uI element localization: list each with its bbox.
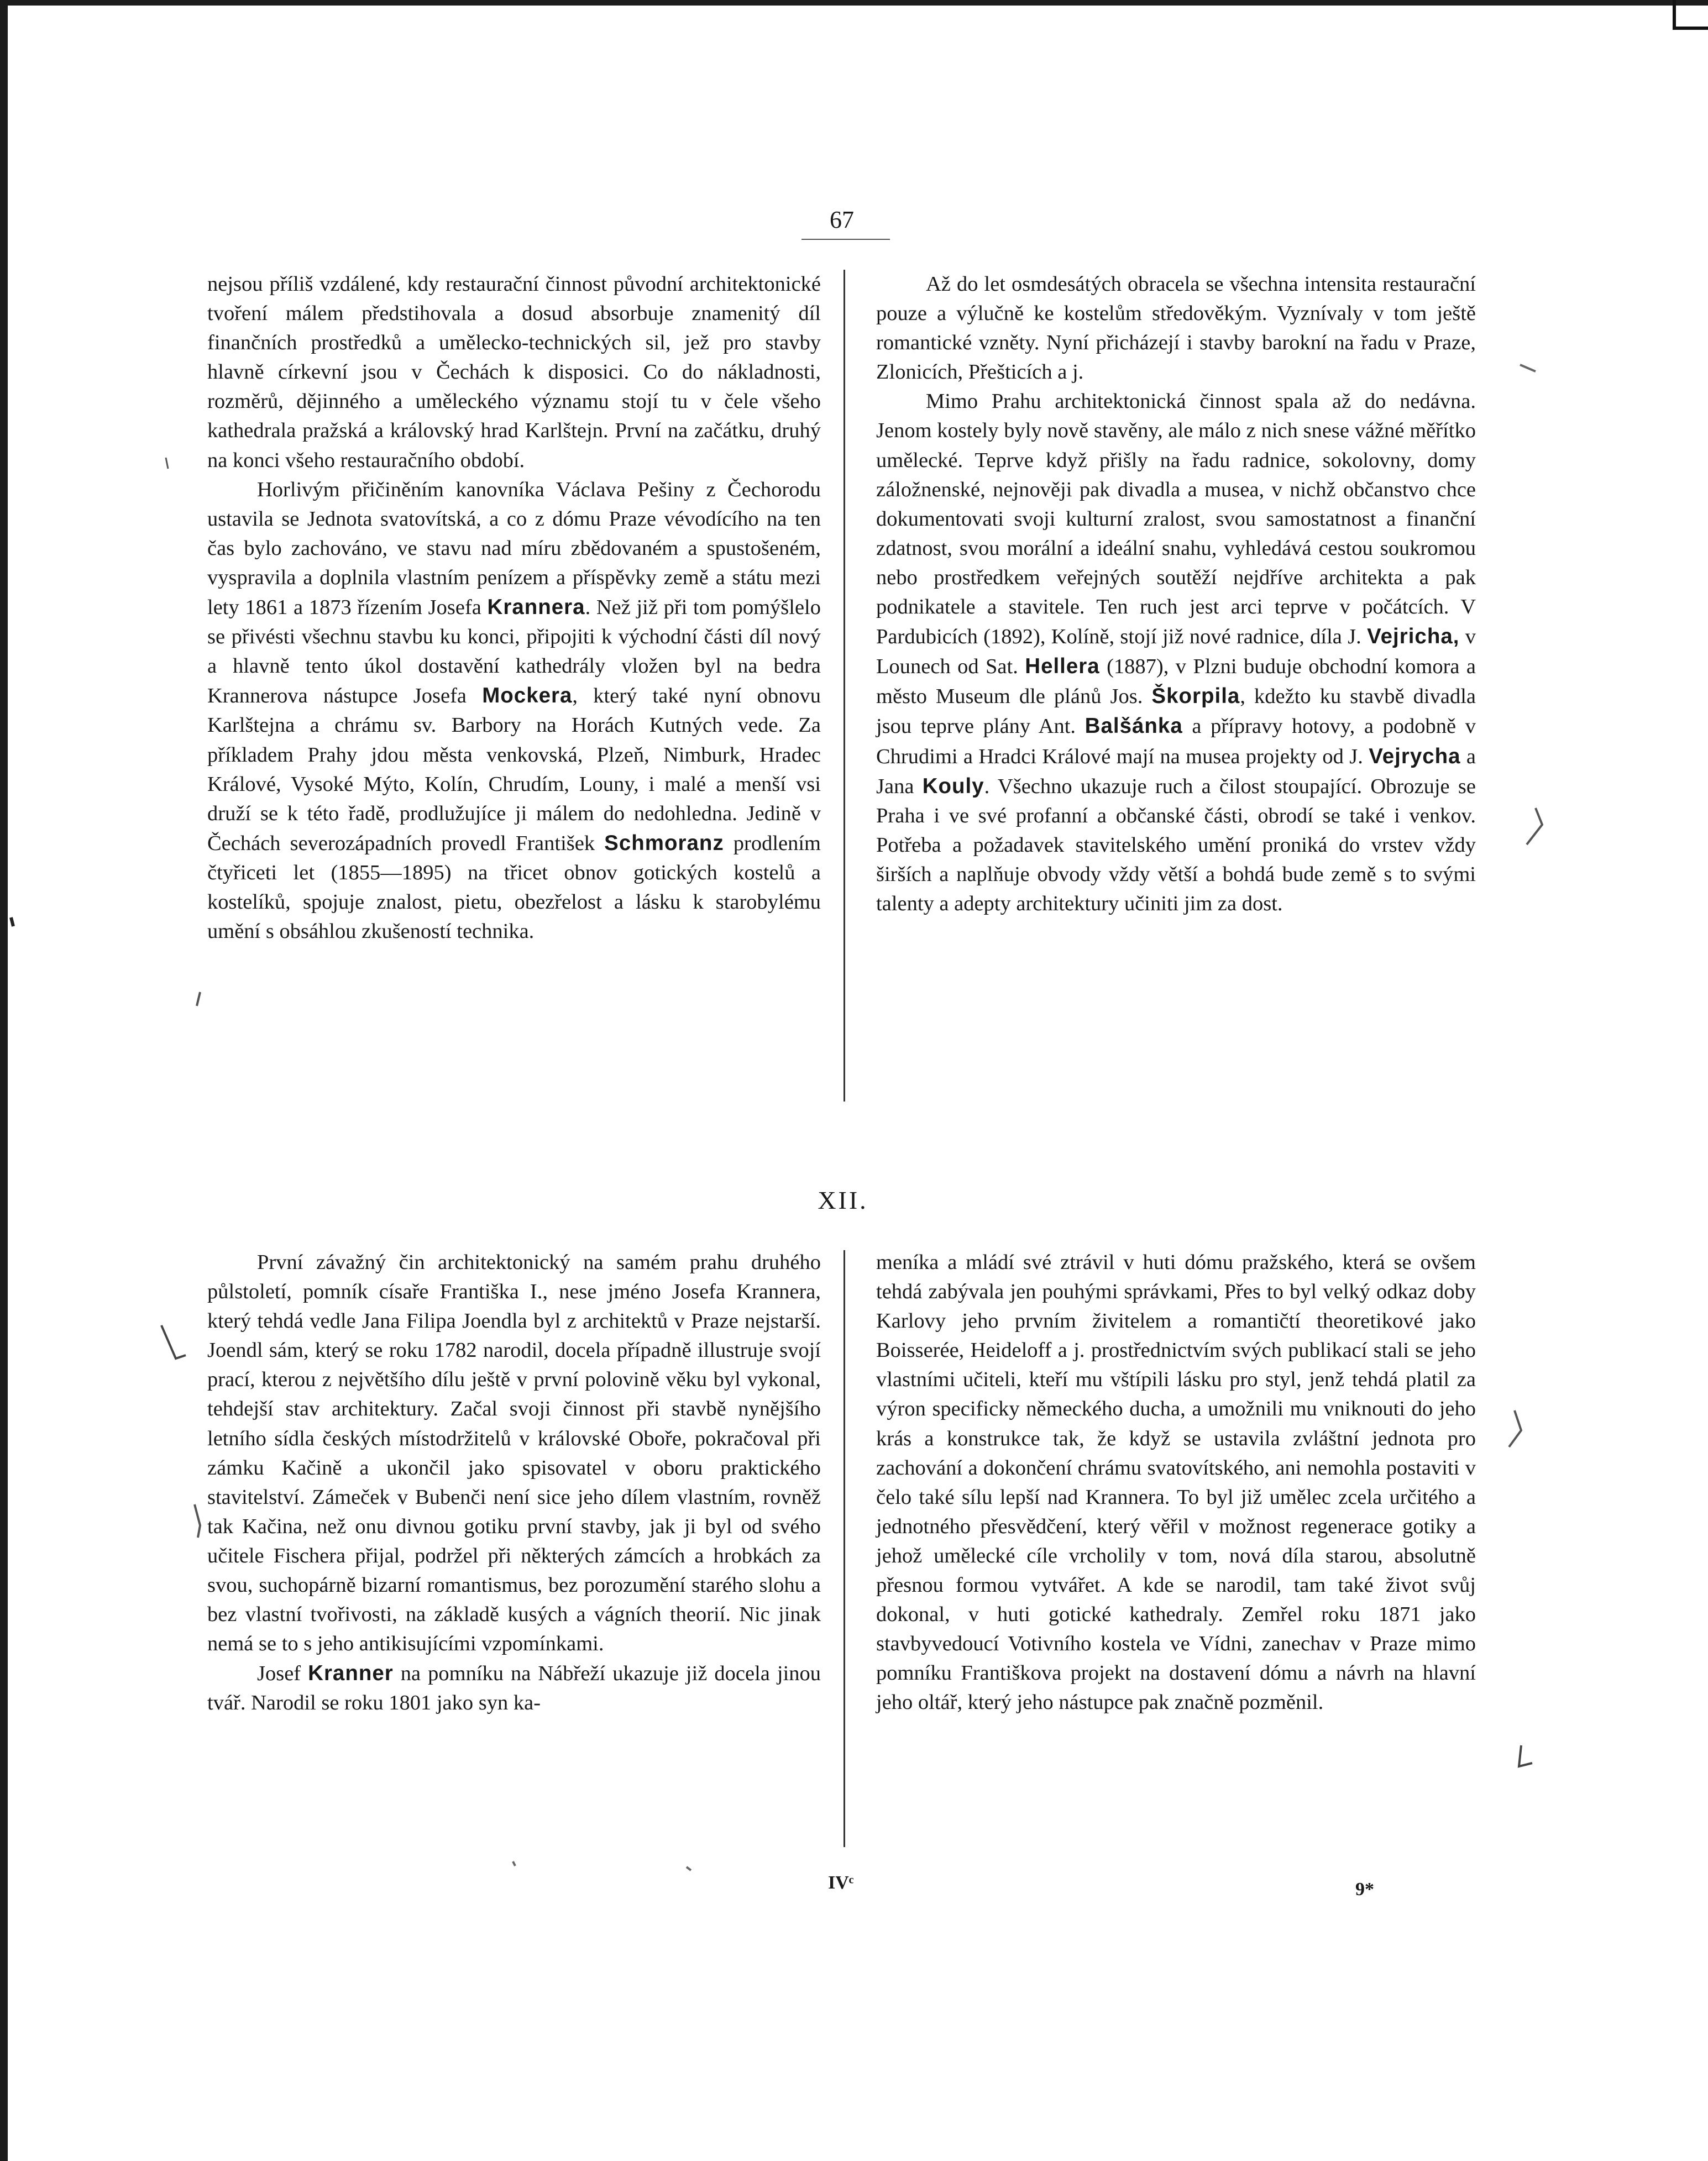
pencil-mark: [197, 992, 200, 1006]
pencil-mark: [166, 458, 168, 469]
pencil-mark: [1527, 808, 1542, 845]
page-number: 67: [830, 206, 854, 233]
architect-name: Krannera: [487, 595, 585, 620]
bottom-left-paragraph-1: První závažný čin architektonický na samém prahu druhého půlstoletí, pomník císaře Františka I., nese jméno Josefa Krannera, který tehdá vedle Jana Filipa Joendla byl z architektů v Praze nejstarší. Joendl sám, který se roku 1782 narodil, docela případně illustruje svojí prací, kterou z největšího dílu ještě v první polovině věku byl vykonal, tehdejší stav architektury. Začal svoji činnost při stavbě nynějšího letního sídla českých místodržitelů v královské Oboře, pokračoval při zámku Kačině a ukončil jako spisovatel v oboru praktického stavitelství. Zámeček v Bubenči není sice jeho dílem vlastním, rovněž tak Kačina, než onu divnou gotiku první stavby, jak ji byl od svého učitele Fischera přijal, podržel při některých zámcích a hrobkách za svou, suchopárně bizarní romantismus, bez porozumění starého slohu a bez vlastní tvořivosti, na základě kusých a vágních theorií. Nic jinak nemá se to s jeho antikisujícími vzpomínkami.: [207, 1251, 821, 1656]
architect-name: Vejricha,: [1367, 625, 1460, 649]
pencil-mark: [195, 1504, 200, 1538]
text-run: , kdežto ku stavbě divadla jsou teprve plány Ant.: [876, 685, 1476, 738]
architect-name: Mockera: [482, 684, 573, 708]
scan-corner-mark: [1673, 0, 1708, 30]
architect-name: Schmoranz: [604, 831, 724, 855]
top-left-paragraph-1: nejsou příliš vzdálené, kdy restaurační činnost původní architektonické tvoření málem předstihovala a dosud absorbuje znamenitý díl finančních prostředků a umělecko-technických sil, jež pro stavby hlavně církevní jsou v Čechách k disposici. Co do nákladnosti, rozměrů, dějinného a uměleckého významu stojí tu v čele všeho kathedrala pražská a královský hrad Karlštejn. První na začátku, druhý na konci všeho restauračního období.: [207, 272, 821, 472]
bottom-left-paragraph-2: [207, 1659, 821, 1718]
text-run: , který také nyní obnovu Karlštejna a chrámu sv. Barbory na Horách Kutných vede. Za příkladem Prahy jdou města venkovská, Plzeň, Nimburk, Hradec Králové, Vysoké Mýto, Kolín, Chrudím, Louny, i malé a menší vsi druží se k této řadě, prodlužujíce ji málem do nedohledna. Jedině v Čechách severozápadních provedl František: [207, 684, 821, 855]
pencil-mark: [161, 1325, 186, 1359]
architect-name: Hellera: [1025, 654, 1100, 679]
page-number-rule: [801, 239, 890, 240]
architect-name: Kouly: [922, 774, 984, 798]
architect-name: Balšánka: [1084, 714, 1183, 738]
architect-name: Škorpila: [1151, 684, 1240, 709]
bottom-column-rule: [843, 1250, 845, 1847]
pencil-mark: [513, 1861, 515, 1866]
pencil-mark: [11, 917, 13, 926]
pencil-mark: [1509, 1410, 1521, 1447]
text-run: Josef: [257, 1662, 308, 1686]
text-run: na pomníku na Nábřeží ukazuje již docela jinou tvář. Narodil se roku 1801 jako syn ka-: [207, 1662, 821, 1715]
text-run: a Jana: [876, 744, 1476, 798]
pencil-mark: [687, 1867, 691, 1870]
scan-top-border: [0, 0, 1708, 6]
text-run: v Lounech od Sat.: [876, 625, 1476, 679]
printer-signature-right: 9*: [1355, 1879, 1374, 1900]
text-run: prodlením čtyřiceti let (1855—1895) na třicet obnov gotických kostelů a kostelíků, spojuje znalost, pietu, obezřelost a lásku k starobylému umění s obsáhlou zkušeností technika.: [207, 831, 821, 943]
bottom-right-column: [876, 1248, 1476, 1718]
pencil-mark: [1520, 365, 1536, 371]
printer-signature-left: IVᶜ: [828, 1872, 854, 1893]
bottom-left-column: [207, 1248, 821, 1718]
top-right-column: [876, 270, 1476, 919]
text-run: Horlivým přičiněním kanovníka Václava Pešiny z Čechorodu ustavila se Jednota svatovítská, a co z dómu Praze vévodícího na ten čas bylo zachováno, ve stavu nad míru zbědovaném a spustošeném, vyspravila a doplnila vlastním penízem a příspěvky země a státu mezi lety 1861 a 1873 řízením Josefa: [207, 478, 821, 620]
top-left-column: [207, 270, 821, 946]
section-heading: XII.: [818, 1186, 868, 1214]
text-run: . Všechno ukazuje ruch a čilost stoupající. Obrozuje se Praha i ve své profanní a občanské části, obrodí se také i venkov. Potřeba a požadavek stavitelského umění proniká do vrstev vždy širších a naplňuje obvody vždy větší a bohdá bude země s to svými talenty a adepty architektury učiniti jim za dost.: [876, 774, 1476, 915]
architect-name: Kranner: [308, 1661, 394, 1686]
top-column-rule: [843, 270, 845, 1102]
text-run: . Než již při tom pomýšlelo se přivésti všechnu stavbu ku konci, připojiti k východní části díl nový a hlavně tento úkol dostavění kathedrály vložen byl na bedra Krannerova nástupce Josefa: [207, 596, 821, 708]
architect-name: Vejrycha: [1369, 744, 1461, 768]
text-run: (1887), v Plzni buduje obchodní komora a město Museum dle plánů Jos.: [876, 655, 1476, 709]
scan-left-border: [0, 0, 8, 2161]
top-right-paragraph-1: Až do let osmdesátých obracela se všechna intensita restaurační pouze a výlučně ke kostelům středověkým. Vyznívaly v tom ještě romantické vzněty. Nyní přicházejí i stavby barokní na řadu v Praze, Zlonicích, Přešticích a j.: [876, 272, 1476, 384]
top-left-paragraph-2: [207, 475, 821, 947]
top-right-paragraph-2: [876, 387, 1476, 919]
bottom-right-paragraph-1: meníka a mládí své ztrávil v huti dómu pražského, která se ovšem tehdá zabývala jen pouhými správkami, Přes to byl velký odkaz doby Karlovy jeho prvním živitelem a romantičtí theoretikové jako Boisserée, Heideloff a j. prostřednictvím svých publikací stali se jeho vlastními učiteli, kteří mu vštípili lásku pro styl, jenž tehdá platil za výron specificky německého ducha, a umožnili mu vniknouti do jeho krás a konstrukce tak, že když se ustavila zvláštní jednota pro zachování a dokončení chrámu svatovítského, ani nemohla postaviti v čelo také sílu lepší nad Krannera. To byl již umělec zcela určitého a jednotného přesvědčení, který věřil v možnost regenerace gotiky a jehož umělecké cíle vrcholily v tom, nová díla starou, absolutně přesnou formou vytvářet. A kde se narodil, tam také život svůj dokonal, v huti gotické kathedraly. Zemřel roku 1871 jako stavbyvedoucí Votivního kostela ve Vídni, zanechav v Praze mimo pomníku Františkova projekt na dostavení dómu a návrh na hlavní jeho oltář, který jeho nástupce pak značně pozměnil.: [876, 1251, 1476, 1714]
text-run: a přípravy hotovy, a podobně v Chrudimi a Hradci Králové mají na musea projekty od J.: [876, 715, 1476, 768]
pencil-mark: [1519, 1745, 1532, 1766]
text-run: Mimo Prahu architektonická činnost spala až do nedávna. Jenom kostely byly nově stavěny, ale málo z nich snese vážné měřítko umělecké. Teprve když přišly na řadu radnice, sokolovny, domy záložnenské, nejnověji pak divadla a musea, v nichž občanstvo chce dokumentovati svoji kulturní zralost, svou samostatnost a finanční zdatnost, svou morální a ideální snahu, vyhledává cestou soukromou nebo prostředkem veřejných soutěží nejdříve architekta a pak podnikatele a stavitele. Ten ruch jest arci teprve v počátcích. V Pardubicích (1892), Kolíně, stojí již nové radnice, díla J.: [876, 390, 1476, 649]
